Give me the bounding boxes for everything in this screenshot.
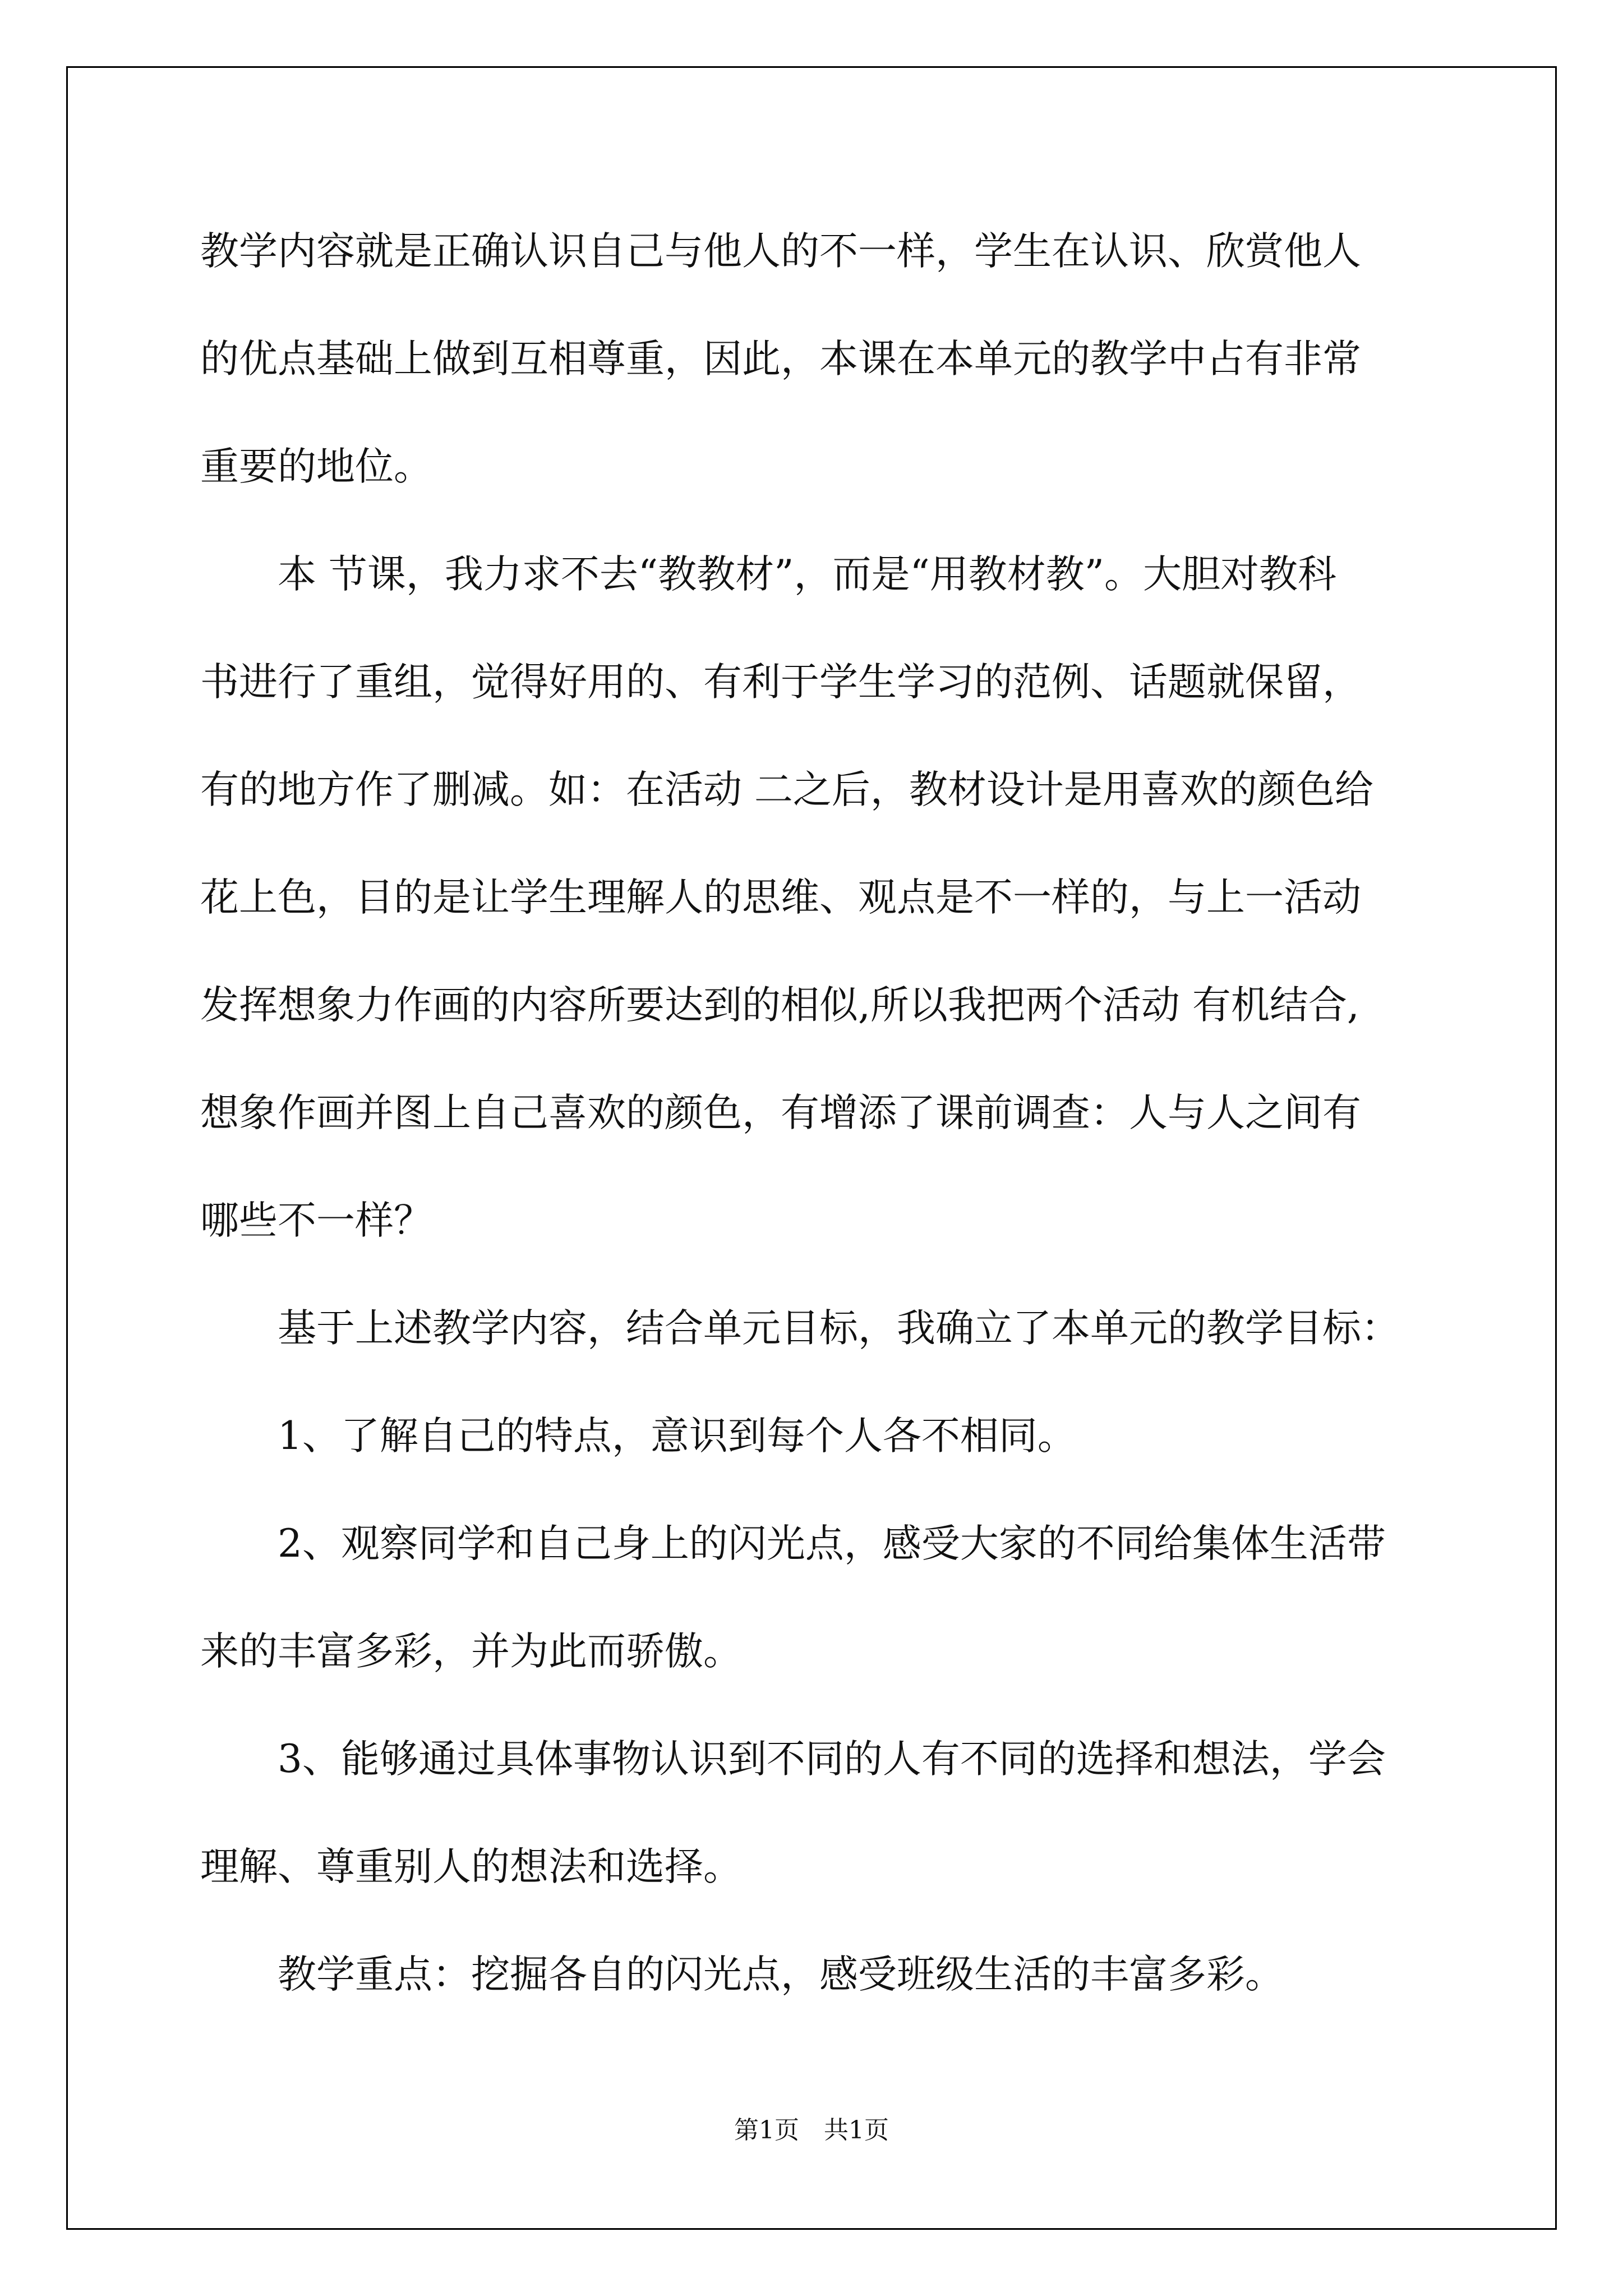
body-line-7: 花上色，目的是让学生理解人的思维、观点是不一样的，与上一活动 [200, 875, 1361, 920]
body-line-9: 想象作画并图上自己喜欢的颜色，有增添了课前调查：人与人之间有 [200, 1091, 1361, 1135]
body-line-11: 基于上述教学内容，结合单元目标，我确立了本单元的教学目标： [200, 1306, 1400, 1351]
body-line-10: 哪些不一样？ [200, 1198, 432, 1243]
body-line-4: 本 节课，我力求不去“教教材”，而是“用教材教”。大胆对教科 [200, 552, 1337, 597]
body-line-14: 来的丰富多彩，并为此而骄傲。 [200, 1629, 742, 1674]
body-line-2: 的优点基础上做到互相尊重，因此，本课在本单元的教学中占有非常 [200, 337, 1361, 381]
body-line-5: 书进行了重组，觉得好用的、有利于学生学习的范例、话题就保留， [200, 660, 1361, 705]
body-line-1: 教学内容就是正确认识自己与他人的不一样，学生在认识、欣赏他人 [200, 229, 1361, 274]
body-line-13: 2、观察同学和自己身上的闪光点，感受大家的不同给集体生活带 [200, 1521, 1386, 1566]
body-line-6: 有的地方作了删减。如：在活动 二之后，教材设计是用喜欢的颜色给 [200, 767, 1373, 812]
body-line-3: 重要的地位。 [200, 444, 432, 489]
body-line-12: 1、了解自己的特点，意识到每个人各不相同。 [200, 1414, 1076, 1458]
body-line-17: 教学重点：挖掘各自的闪光点，感受班级生活的丰富多彩。 [200, 1952, 1284, 1997]
body-line-15: 3、能够通过具体事物认识到不同的人有不同的选择和想法，学会 [200, 1737, 1386, 1782]
page-number-footer: 第1页 共1页 [734, 2116, 889, 2145]
body-line-16: 理解、尊重别人的想法和选择。 [200, 1844, 742, 1889]
page-border [66, 66, 1557, 2230]
body-line-8: 发挥想象力作画的内容所要达到的相似,所以我把两个活动 有机结合, [200, 983, 1359, 1028]
